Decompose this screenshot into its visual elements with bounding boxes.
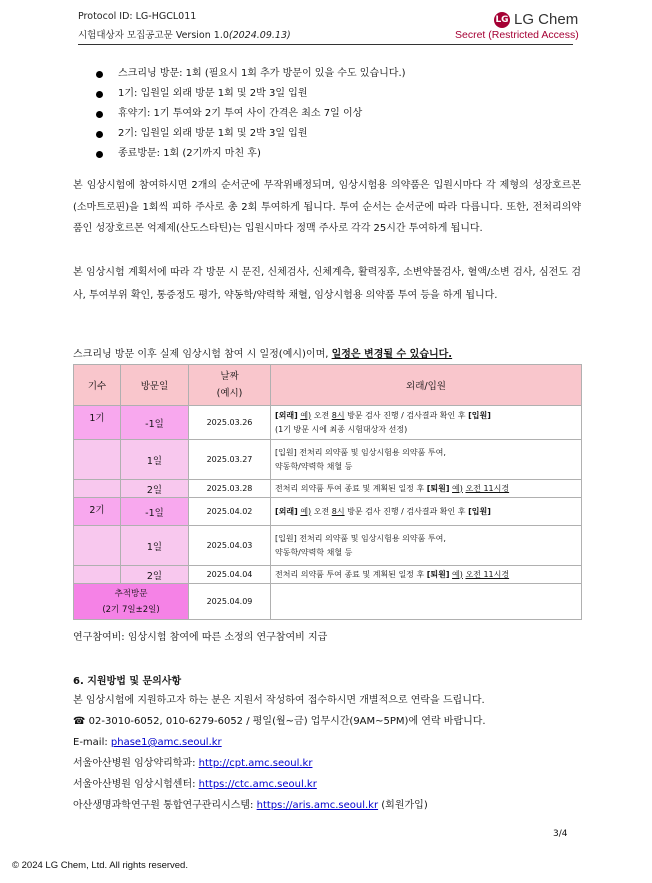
cell-date: 2025.03.26	[189, 406, 271, 440]
header-visit-type: 외래/입원	[271, 365, 582, 406]
table-header-row	[74, 365, 582, 406]
list-item: 휴약기: 1기 투여와 2기 투여 사이 간격은 최소 7일 이상	[96, 104, 406, 124]
lg-chem-logo	[494, 11, 578, 28]
cell-detail: [입원] 전처리 의약품 및 임상시험용 의약품 투여, 약동학/약력학 채혈 등	[271, 526, 582, 566]
participation-fee-note: 연구참여비: 임상시험 참여에 따른 소정의 연구참여비 지급	[73, 632, 328, 643]
contact-info	[73, 690, 486, 816]
email-line: E-mail: phase1@amc.seoul.kr	[73, 737, 222, 748]
bullet-icon	[96, 131, 103, 138]
apply-instruction: 본 임상시험에 지원하고자 하는 분은 지원서 작성하여 접수하시면 개별적으로 연락을 드립니다.	[73, 695, 485, 706]
table-row	[74, 526, 582, 566]
lg-logo-icon: LG	[494, 12, 510, 28]
table-row	[74, 566, 582, 584]
protocol-id: Protocol ID: LG-HGCL011	[78, 11, 197, 22]
cell-detail: 전처리 의약품 투여 종료 및 계획된 일정 후 [퇴원] 예) 오전 11시경	[271, 566, 582, 584]
security-classification: Secret (Restricted Access)	[455, 29, 579, 41]
cell-date: 2025.04.04	[189, 566, 271, 584]
bullet-icon	[96, 151, 103, 158]
header-visit-day: 방문일	[121, 365, 189, 406]
phone-line: ☎ 02-3010-6052, 010-6279-6052 / 평일(월~금) 업무시간(9AM~5PM)에 연락 바랍니다.	[73, 716, 486, 727]
cell-detail: [외래] 예) 오전 8시 방문 검사 진행 / 검사결과 확인 후 [입원]	[271, 498, 582, 526]
bullet-icon	[96, 111, 103, 118]
copyright: © 2024 LG Chem, Ltd. All rights reserved.	[12, 860, 188, 871]
cell-date: 2025.03.28	[189, 480, 271, 498]
document-title: 시험대상자 모집공고문	[78, 30, 173, 41]
cell-day: -1일	[121, 498, 189, 526]
cell-follow-up: 추적방문 (2기 7일±2일)	[74, 584, 189, 620]
bullet-icon	[96, 91, 103, 98]
cell-period	[74, 440, 121, 480]
schedule-table	[73, 364, 582, 620]
paragraph-procedures: 본 임상시험 계획서에 따라 각 방문 시 문진, 신체검사, 신체계측, 활력징후, 소변약물검사, 혈액/소변 검사, 심전도 검사, 투여부위 확인, 통증정도 평가, 약동학/약력학 채혈, 임상시험용 의약품 투여 등을 하게 됩니다.	[73, 267, 581, 301]
cpt-link[interactable]: http://cpt.amc.seoul.kr	[198, 758, 313, 769]
cell-day: 1일	[121, 440, 189, 480]
cpt-link-line: 서울아산병원 임상약리학과: http://cpt.amc.seoul.kr	[73, 758, 313, 769]
paragraph-dosing: 본 임상시험에 참여하시면 2개의 순서군에 무작위배정되며, 임상시험용 의약품은 입원시마다 각 제형의 성장호르몬(소마트로핀)을 1회씩 피하 주사로 총 2회 투여하게 됩니다. 투여 순서는 순서군에 따라 다릅니다. 또한, 전처리의약품인 성장호르몬 억제제(산도스타틴)는 입원시마다 정맥 주사로 각각 25시간 투여하게 됩니다.	[73, 180, 581, 234]
cell-day: 1일	[121, 526, 189, 566]
schedule-change-notice: 일정은 변경될 수 있습니다.	[331, 349, 453, 360]
bullet-icon	[96, 71, 103, 78]
cell-day: 2일	[121, 566, 189, 584]
header-divider	[78, 44, 573, 45]
cell-detail: [입원] 전처리 의약품 및 임상시험용 의약품 투여, 약동학/약력학 채혈 등	[271, 440, 582, 480]
visit-bullet-list	[96, 64, 406, 164]
list-item: 스크리닝 방문: 1회 (필요시 1회 추가 방문이 있을 수도 있습니다.)	[96, 64, 406, 84]
logo-text: LG Chem	[514, 11, 579, 28]
table-row	[74, 406, 582, 440]
cell-period	[74, 480, 121, 498]
table-row	[74, 584, 582, 620]
section-6-title: 6. 지원방법 및 문의사항	[73, 676, 182, 687]
version-label: Version 1.0	[175, 30, 229, 41]
cell-period	[74, 566, 121, 584]
document-title-version	[78, 27, 291, 41]
cell-period: 2기	[74, 498, 121, 526]
ctc-link[interactable]: https://ctc.amc.seoul.kr	[198, 779, 317, 790]
cell-detail: 전처리 의약품 투여 종료 및 계획된 일정 후 [퇴원] 예) 오전 11시경	[271, 480, 582, 498]
version-date: (2024.09.13)	[228, 30, 291, 41]
table-row	[74, 440, 582, 480]
cell-day: -1일	[121, 406, 189, 440]
cell-date: 2025.04.03	[189, 526, 271, 566]
cell-period	[74, 526, 121, 566]
schedule-caption: 스크리닝 방문 이후 실제 임상시험 참여 시 일정(예시)이며, 일정은 변경될 수 있습니다.	[73, 349, 453, 360]
cell-period: 1기	[74, 406, 121, 440]
cell-date: 2025.04.09	[189, 584, 271, 620]
header-period: 기수	[74, 365, 121, 406]
table-row	[74, 480, 582, 498]
list-item: 1기: 입원일 외래 방문 1회 및 2박 3일 입원	[96, 84, 406, 104]
table-row	[74, 498, 582, 526]
list-item: 2기: 입원일 외래 방문 1회 및 2박 3일 입원	[96, 124, 406, 144]
cell-date: 2025.03.27	[189, 440, 271, 480]
ctc-link-line: 서울아산병원 임상시험센터: https://ctc.amc.seoul.kr	[73, 779, 317, 790]
cell-date: 2025.04.02	[189, 498, 271, 526]
cell-detail	[271, 584, 582, 620]
aris-link[interactable]: https://aris.amc.seoul.kr	[256, 800, 379, 811]
email-link[interactable]: phase1@amc.seoul.kr	[110, 737, 222, 748]
page-number: 3/4	[553, 829, 568, 839]
aris-link-line: 아산생명과학연구원 통합연구관리시스템: https://aris.amc.seoul.kr (회원가입)	[73, 800, 428, 811]
list-item: 종료방문: 1회 (2기까지 마친 후)	[96, 144, 406, 164]
header-date: 날짜 (예시)	[189, 365, 271, 406]
cell-detail: [외래] 예) 오전 8시 방문 검사 진행 / 검사결과 확인 후 [입원] (1기 방문 시에 최종 시험대상자 선정)	[271, 406, 582, 440]
cell-day: 2일	[121, 480, 189, 498]
phone-icon: ☎	[73, 716, 86, 727]
